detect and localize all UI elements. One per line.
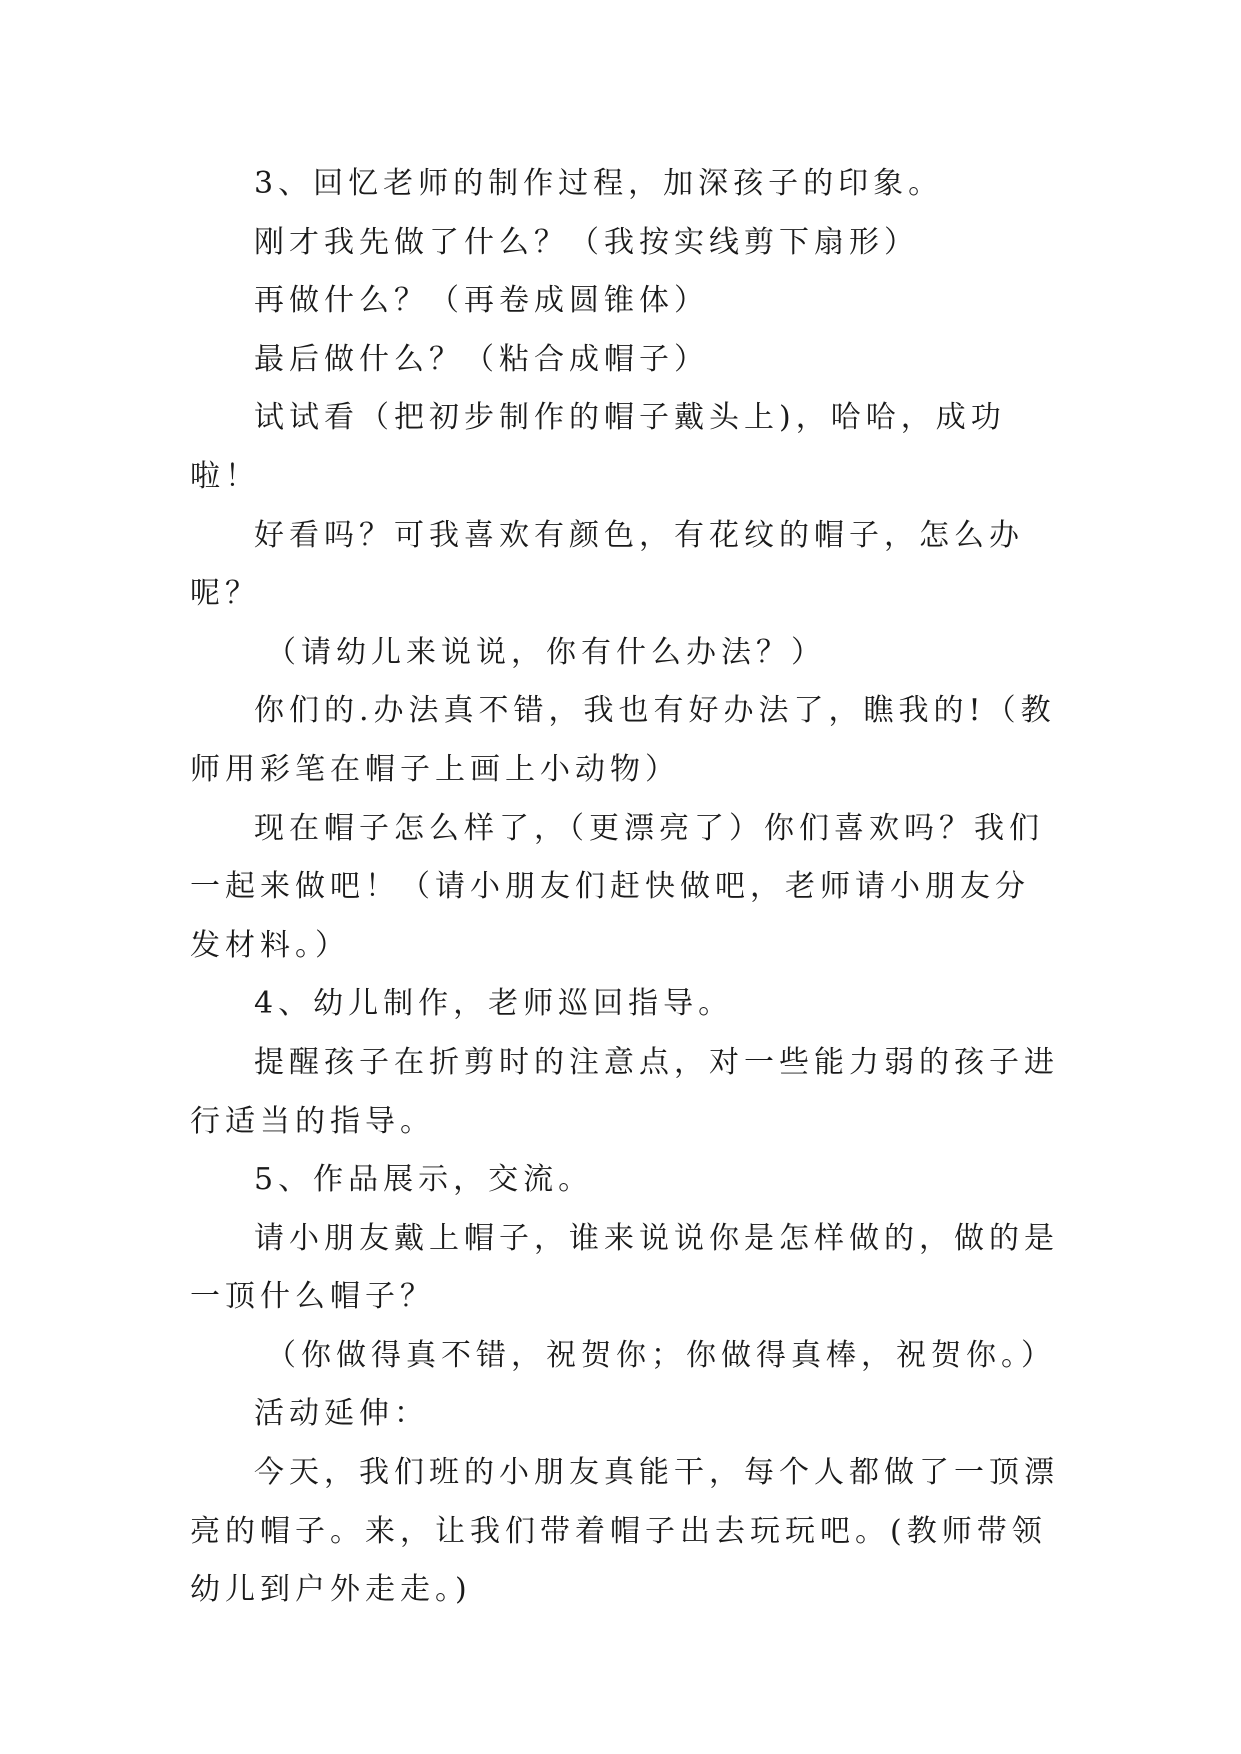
paragraph-extension-heading: 活动延伸： — [254, 1396, 429, 1432]
paragraph-question-next: 再做什么？（再卷成圆锥体） — [254, 283, 709, 319]
paragraph-extension-body: 今天，我们班的小朋友真能干，每个人都做了一顶漂亮的帽子。来，让我们带着帽子出去玩玩吧。(教师带领幼儿到户外走走。) — [190, 1455, 1059, 1608]
paragraph-guidance: 提醒孩子在折剪时的注意点，对一些能力弱的孩子进行适当的指导。 — [190, 1044, 1059, 1139]
paragraph-make-together: 现在帽子怎么样了，（更漂亮了）你们喜欢吗？我们一起来做吧！（请小朋友们赶快做吧，老师请小朋友分发材料。） — [190, 810, 1044, 963]
paragraph-step4-heading: 4、幼儿制作，老师巡回指导。 — [254, 986, 734, 1022]
paragraph-step3-heading: 3、回忆老师的制作过程，加深孩子的印象。 — [254, 166, 944, 201]
paragraph-wear-hats: 请小朋友戴上帽子，谁来说说你是怎样做的，做的是一顶什么帽子？ — [190, 1220, 1059, 1315]
paragraph-question-last: 最后做什么？（粘合成帽子） — [254, 341, 709, 377]
paragraph-praise: （你做得真不错，祝贺你；你做得真棒，祝贺你。） — [266, 1337, 1056, 1373]
paragraph-question-first: 刚才我先做了什么？（我按实线剪下扇形） — [254, 224, 919, 260]
document-body — [190, 155, 1060, 1620]
paragraph-pattern-question: 好看吗？可我喜欢有颜色，有花纹的帽子，怎么办呢？ — [190, 517, 1024, 612]
paragraph-teacher-draws: 你们的.办法真不错，我也有好办法了，瞧我的!（教师用彩笔在帽子上画上小动物） — [190, 693, 1056, 787]
paragraph-step5-heading: 5、作品展示，交流。 — [254, 1162, 594, 1198]
paragraph-try-on: 试试看（把初步制作的帽子戴头上)，哈哈，成功啦！ — [190, 400, 1006, 494]
paragraph-ask-children: （请幼儿来说说，你有什么办法？） — [266, 634, 826, 670]
